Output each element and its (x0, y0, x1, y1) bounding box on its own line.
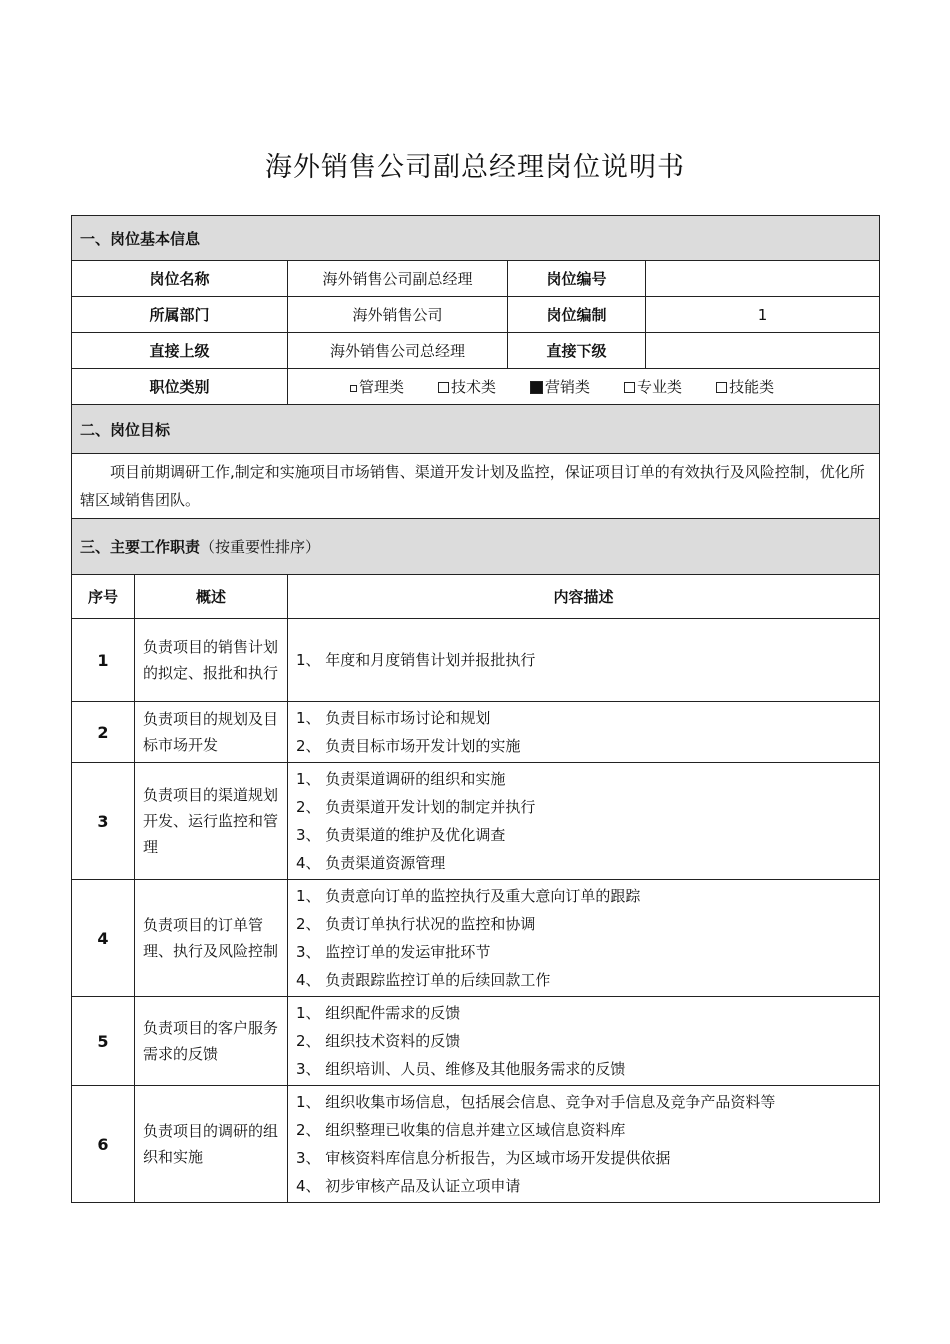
category-option[interactable]: 营销类 (530, 376, 590, 397)
duty-content (288, 619, 880, 702)
list-item: 3、 审核资料库信息分析报告，为区域市场开发提供依据 (296, 1149, 671, 1167)
value-position-name: 海外销售公司副总经理 (288, 261, 508, 297)
table-row (72, 763, 880, 880)
label-headcount: 岗位编制 (508, 297, 646, 333)
list-item: 1、 年度和月度销售计划并报批执行 (296, 651, 536, 669)
duty-summary: 负责项目的渠道规划开发、运行监控和管理 (135, 763, 288, 880)
section-heading: 一、岗位基本信息 (72, 216, 880, 261)
info-row (72, 297, 880, 333)
label-position-category: 职位类别 (72, 369, 288, 405)
value-direct-subordinate (646, 333, 880, 369)
column-header-summary: 概述 (135, 575, 288, 619)
duties-column-header (72, 575, 880, 619)
section-duties-header (72, 519, 880, 575)
info-row (72, 261, 880, 297)
value-position-code (646, 261, 880, 297)
label-department: 所属部门 (72, 297, 288, 333)
category-option[interactable]: 技能类 (716, 376, 774, 397)
duty-number: 5 (72, 997, 135, 1086)
goal-text: 项目前期调研工作,制定和实施项目市场销售、渠道开发计划及监控，保证项目订单的有效执行及风险控制，优化所辖区域销售团队。 (72, 454, 880, 519)
list-item: 3、 负责渠道的维护及优化调查 (296, 826, 506, 844)
job-description-table (71, 215, 880, 1203)
duty-summary: 负责项目的调研的组织和实施 (135, 1086, 288, 1203)
duty-content (288, 997, 880, 1086)
list-item: 1、 负责目标市场讨论和规划 (296, 709, 491, 727)
list-item: 1、 组织配件需求的反馈 (296, 1004, 461, 1022)
value-direct-superior: 海外销售公司总经理 (288, 333, 508, 369)
column-header-content: 内容描述 (288, 575, 880, 619)
table-row (72, 702, 880, 763)
section-basic-info-header (72, 216, 880, 261)
category-option[interactable]: 管理类 (350, 376, 404, 397)
value-department: 海外销售公司 (288, 297, 508, 333)
category-options (288, 369, 880, 405)
table-row (72, 880, 880, 997)
checkbox-icon[interactable] (350, 385, 357, 392)
list-item: 4、 负责渠道资源管理 (296, 854, 446, 872)
list-item: 2、 负责渠道开发计划的制定并执行 (296, 798, 536, 816)
list-item: 2、 负责目标市场开发计划的实施 (296, 737, 521, 755)
duty-summary: 负责项目的销售计划的拟定、报批和执行 (135, 619, 288, 702)
section-heading: 三、主要工作职责（按重要性排序） (72, 519, 880, 575)
duty-content (288, 1086, 880, 1203)
duty-content (288, 880, 880, 997)
checkbox-icon[interactable] (716, 382, 727, 393)
label-direct-superior: 直接上级 (72, 333, 288, 369)
checkbox-icon[interactable] (438, 382, 449, 393)
list-item: 2、 组织整理已收集的信息并建立区域信息资料库 (296, 1121, 626, 1139)
duty-summary: 负责项目的订单管理、执行及风险控制 (135, 880, 288, 997)
duty-summary: 负责项目的客户服务需求的反馈 (135, 997, 288, 1086)
section-goal-header (72, 405, 880, 454)
column-header-no: 序号 (72, 575, 135, 619)
label-direct-subordinate: 直接下级 (508, 333, 646, 369)
list-item: 4、 负责跟踪监控订单的后续回款工作 (296, 971, 551, 989)
document-title: 海外销售公司副总经理岗位说明书 (265, 152, 685, 183)
duty-number: 3 (72, 763, 135, 880)
list-item: 1、 负责意向订单的监控执行及重大意向订单的跟踪 (296, 887, 641, 905)
section-heading: 二、岗位目标 (72, 405, 880, 454)
checkbox-checked-icon[interactable] (530, 381, 543, 394)
list-item: 3、 组织培训、人员、维修及其他服务需求的反馈 (296, 1060, 626, 1078)
category-option[interactable]: 专业类 (624, 376, 682, 397)
list-item: 2、 组织技术资料的反馈 (296, 1032, 461, 1050)
checkbox-icon[interactable] (624, 382, 635, 393)
goal-row (72, 454, 880, 519)
table-row (72, 619, 880, 702)
list-item: 1、 负责渠道调研的组织和实施 (296, 770, 506, 788)
duty-number: 1 (72, 619, 135, 702)
duty-summary: 负责项目的规划及目标市场开发 (135, 702, 288, 763)
table-row (72, 997, 880, 1086)
value-headcount: 1 (646, 297, 880, 333)
duty-number: 4 (72, 880, 135, 997)
duty-number: 6 (72, 1086, 135, 1203)
duty-content (288, 763, 880, 880)
duty-content (288, 702, 880, 763)
list-item: 1、 组织收集市场信息，包括展会信息、竞争对手信息及竞争产品资料等 (296, 1093, 776, 1111)
duty-number: 2 (72, 702, 135, 763)
label-position-code: 岗位编号 (508, 261, 646, 297)
category-row (72, 369, 880, 405)
list-item: 2、 负责订单执行状况的监控和协调 (296, 915, 536, 933)
list-item: 4、 初步审核产品及认证立项申请 (296, 1177, 521, 1195)
category-option[interactable]: 技术类 (438, 376, 496, 397)
label-position-name: 岗位名称 (72, 261, 288, 297)
info-row (72, 333, 880, 369)
list-item: 3、 监控订单的发运审批环节 (296, 943, 491, 961)
table-row (72, 1086, 880, 1203)
